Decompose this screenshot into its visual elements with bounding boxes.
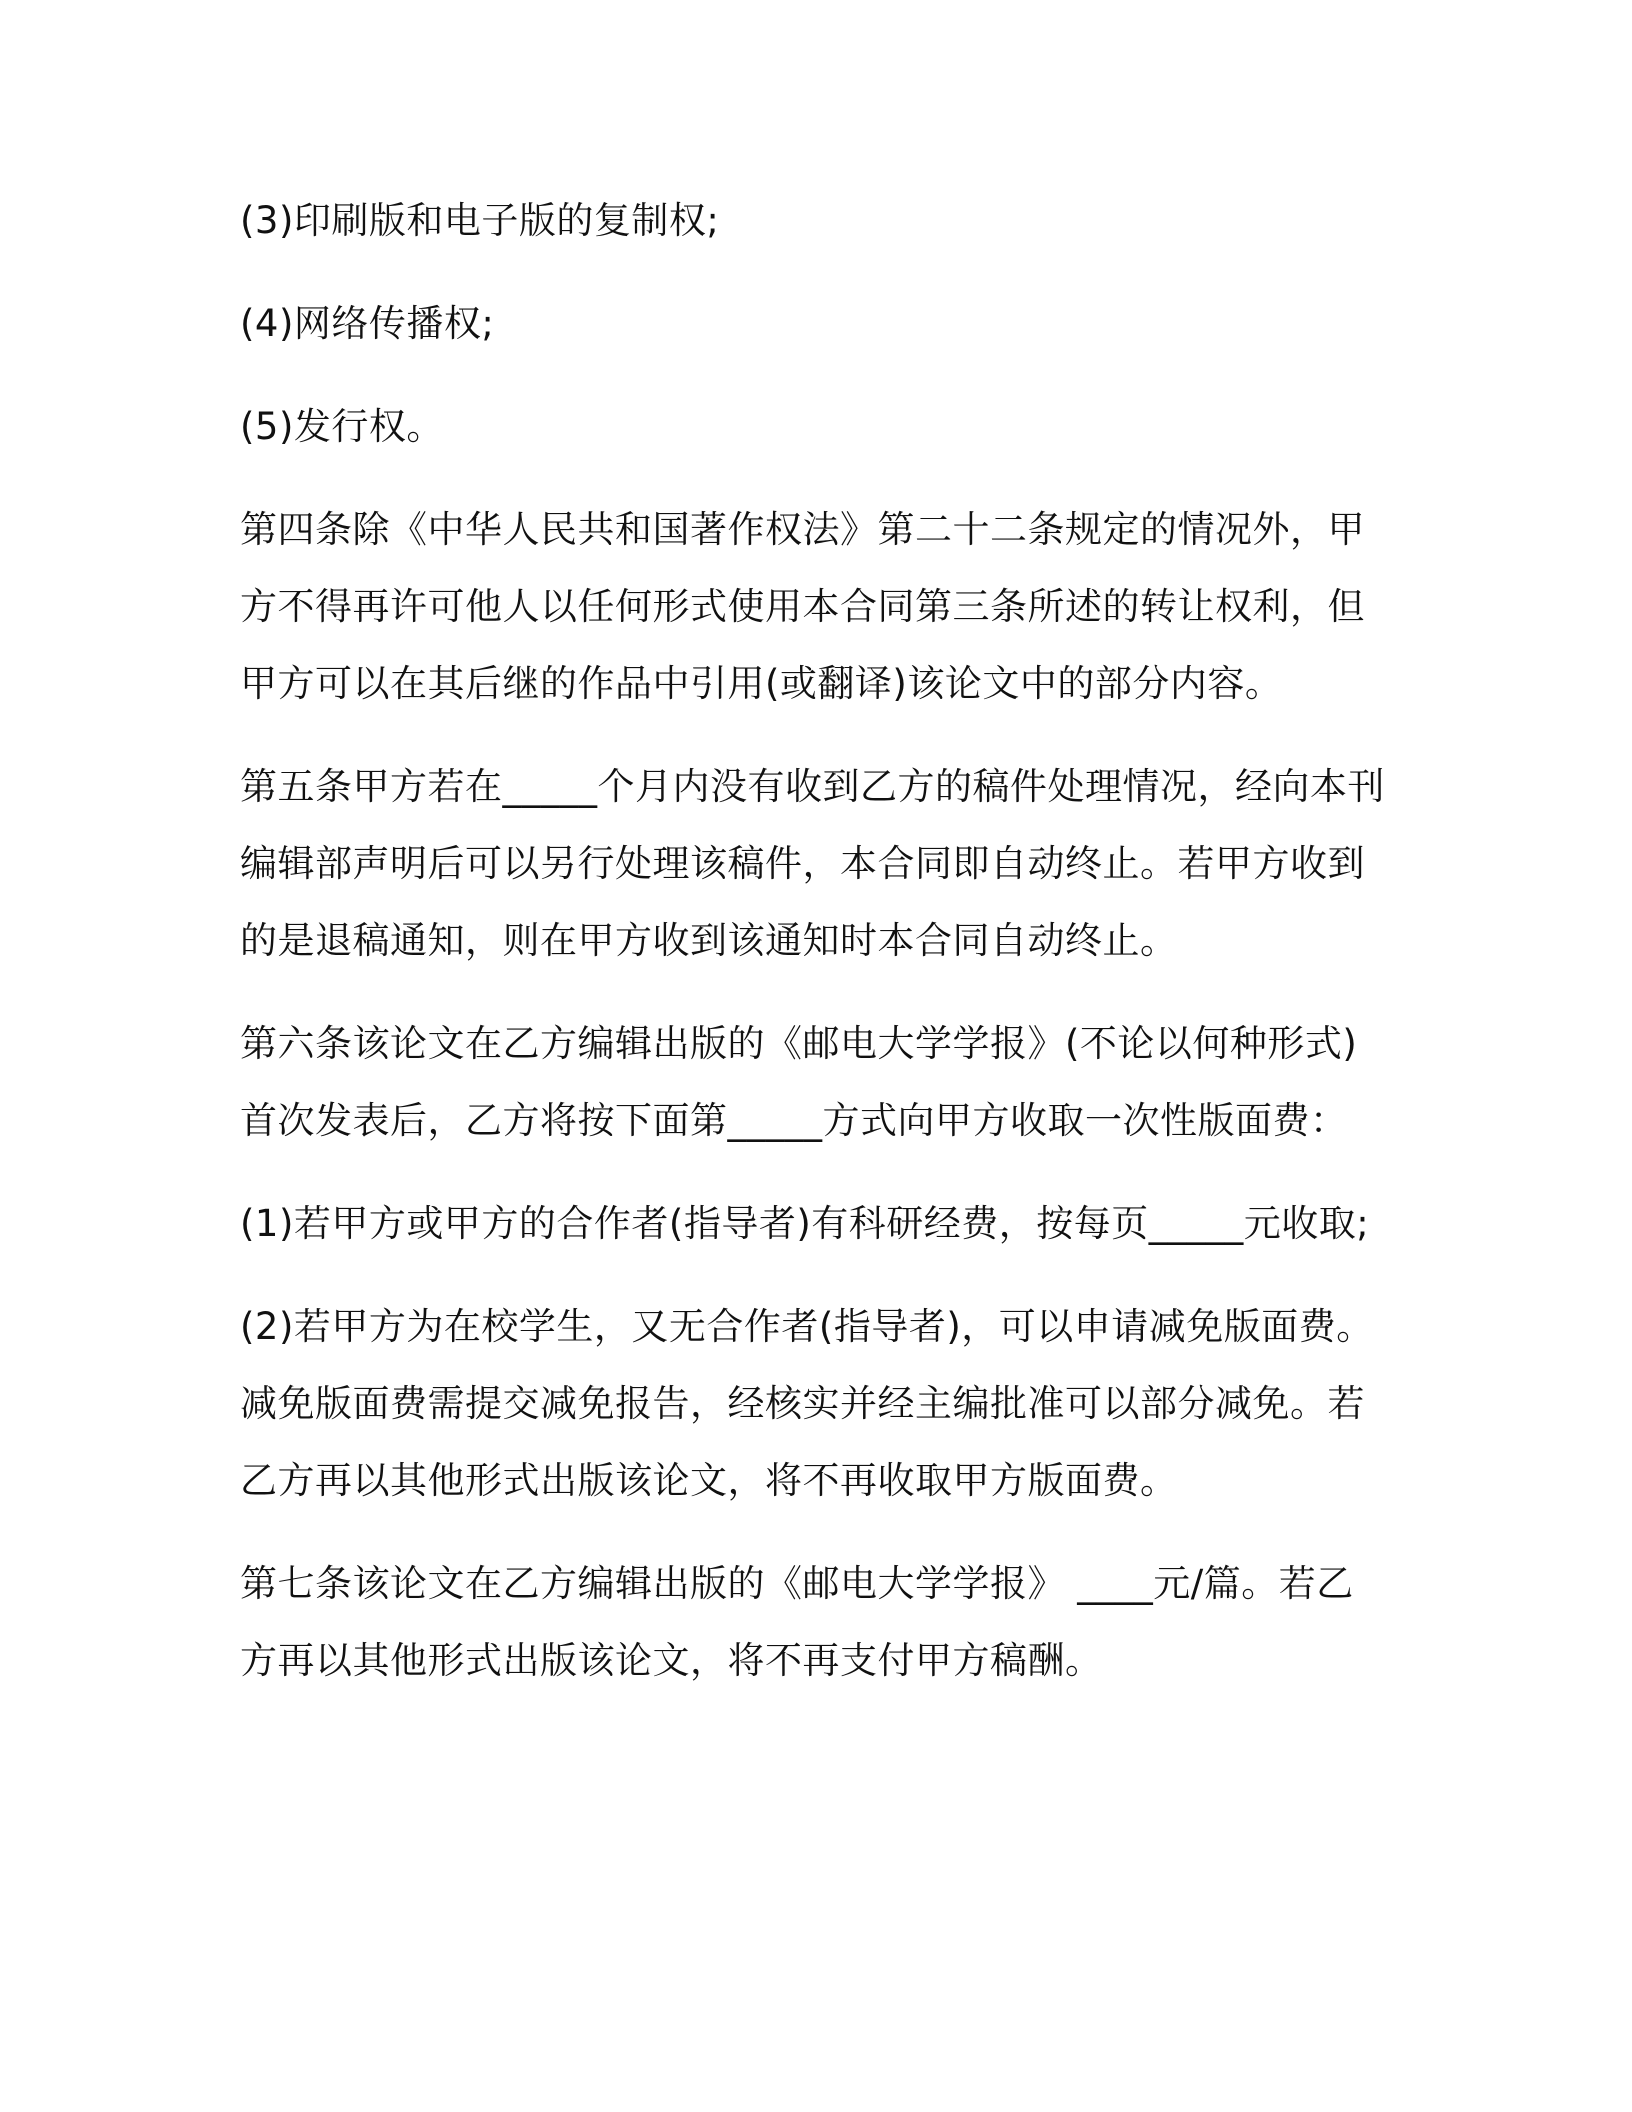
article-5: 第五条甲方若在_____个月内没有收到乙方的稿件处理情况，经向本刊编辑部声明后可以另行处理该稿件，本合同即自动终止。若甲方收到的是退稿通知，则在甲方收到该通知时本合同自动终止。 (240, 765, 1385, 962)
article-6-item-1: (1)若甲方或甲方的合作者(指导者)有科研经费，按每页_____元收取; (240, 1202, 1370, 1245)
document-body (240, 182, 1390, 1725)
article-6: 第六条该论文在乙方编辑出版的《邮电大学学报》(不论以何种形式)首次发表后，乙方将按下面第_____方式向甲方收取一次性版面费： (240, 1022, 1358, 1142)
clause-3-item-4: (4)网络传播权; (240, 302, 495, 345)
clause-3-item-5: (5)发行权。 (240, 405, 444, 448)
article-4: 第四条除《中华人民共和国著作权法》第二十二条规定的情况外，甲方不得再许可他人以任何形式使用本合同第三条所述的转让权利，但甲方可以在其后继的作品中引用(或翻译)该论文中的部分内容。 (240, 508, 1365, 705)
article-6-item-2: (2)若甲方为在校学生，又无合作者(指导者)，可以申请减免版面费。减免版面费需提交减免报告，经核实并经主编批准可以部分减免。若乙方再以其他形式出版该论文，将不再收取甲方版面费。 (240, 1305, 1374, 1502)
article-7: 第七条该论文在乙方编辑出版的《邮电大学学报》 ____元/篇。若乙方再以其他形式出版该论文，将不再支付甲方稿酬。 (240, 1562, 1354, 1682)
clause-3-item-3: (3)印刷版和电子版的复制权; (240, 199, 720, 242)
